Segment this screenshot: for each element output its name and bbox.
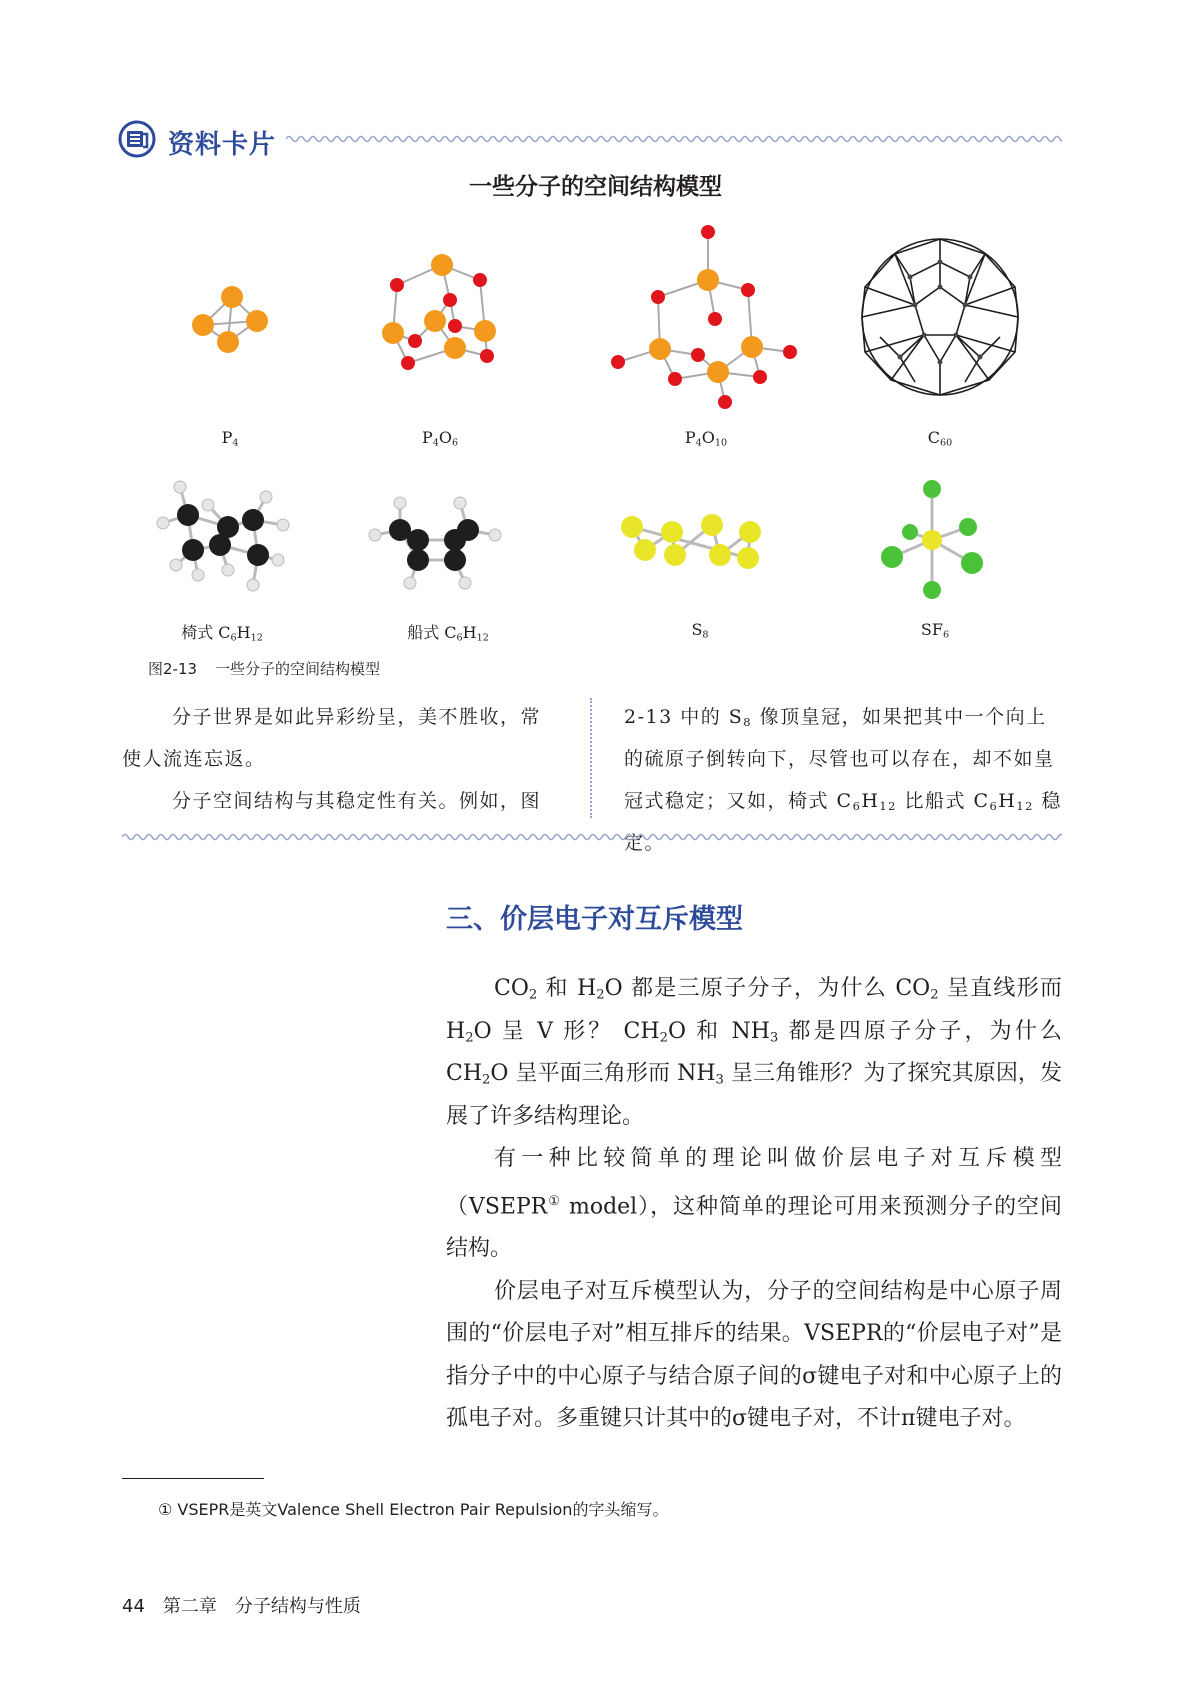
- body-paragraph-3: 价层电子对互斥模型认为，分子的空间结构是中心原子周围的“价层电子对”相互排斥的结果。VSEPR的“价层电子对”是指分子中的中心原子与结合原子间的σ键电子对和中心原子上的孤电子对。多重键只计其中的σ键电子对，不计π键电子对。: [446, 1278, 1062, 1432]
- label-boat-c6h12: 船式 $C_6H_{12}$: [407, 623, 489, 644]
- footnote: ① VSEPR是英文Valence Shell Electron Pair Repulsion的字头缩写。: [158, 1500, 669, 1519]
- figure-number: 图2-13: [148, 660, 198, 678]
- label-c60: $C_{60}$: [927, 428, 953, 449]
- molecule-sf6-image: [870, 475, 990, 605]
- label-p4o10: $P_4O_{10}$: [684, 428, 728, 449]
- molecule-boat-c6h12-image: [360, 485, 510, 595]
- molecule-s8-image: [620, 510, 770, 580]
- column-divider: [590, 698, 592, 818]
- wave-divider-bottom: [122, 832, 1062, 842]
- body-paragraph-2: 有一种比较简单的理论叫做价层电子对互斥模型（VSEPR① model），这种简单的理论可用来预测分子的空间结构。: [446, 1146, 1062, 1262]
- card-right-paragraph: 2-13 中的 $S_8$ 像顶皇冠，如果把其中一个向上的硫原子倒转向下，尽管也可以存在，却不如皇冠式稳定；又如，椅式 $C_6H_{12}$ 比船式 $C_6H_{12}$ 稳定。: [624, 706, 1062, 854]
- figure-caption-text: 一些分子的空间结构模型: [215, 660, 381, 678]
- card-left-paragraph-1: 分子世界是如此异彩纷呈，美不胜收，常使人流连忘返。: [122, 706, 542, 770]
- chapter-title: 第二章 分子结构与性质: [162, 1596, 361, 1617]
- card-heading: 一些分子的空间结构模型: [469, 174, 722, 200]
- page-number: 44: [122, 1596, 145, 1617]
- card-text-left: [122, 696, 560, 822]
- molecule-p4o6-image: [375, 248, 515, 378]
- body-paragraph-1: $CO_2$ 和 $H_2O$ 都是三原子分子，为什么 $CO_2$ 呈直线形而 $H_2O$ 呈 V 形？ $CH_2O$ 和 $NH_3$ 都是四原子分子，为什么 $CH_2O$ 呈平面三角形而 $NH_3$ 呈三角锥形？为了探究其原因，发展了许多结构理论。: [446, 976, 1062, 1129]
- page-footer: [122, 1592, 361, 1618]
- card-left-paragraph-2: 分子空间结构与其稳定性有关。例如，图: [172, 790, 542, 812]
- label-chair-c6h12: 椅式 $C_6H_{12}$: [181, 623, 263, 644]
- molecule-chair-c6h12-image: [148, 475, 298, 595]
- label-sf6: $SF_6$: [920, 620, 950, 641]
- label-p4o6: $P_4O_6$: [421, 428, 459, 449]
- footnote-rule: [122, 1478, 264, 1479]
- body-text: [446, 968, 1062, 1441]
- card-title: 资料卡片: [168, 130, 277, 160]
- figure-caption: [148, 658, 398, 679]
- molecule-p4-image: [180, 275, 290, 375]
- molecule-p4o10-image: [600, 222, 810, 417]
- document-icon: [118, 120, 156, 158]
- label-s8: $S_8$: [691, 620, 709, 641]
- wave-divider-top: [286, 134, 1062, 144]
- section-title: 三、价层电子对互斥模型: [446, 904, 743, 935]
- label-p4: $P_4$: [221, 428, 239, 449]
- molecule-c60-image: [855, 232, 1025, 402]
